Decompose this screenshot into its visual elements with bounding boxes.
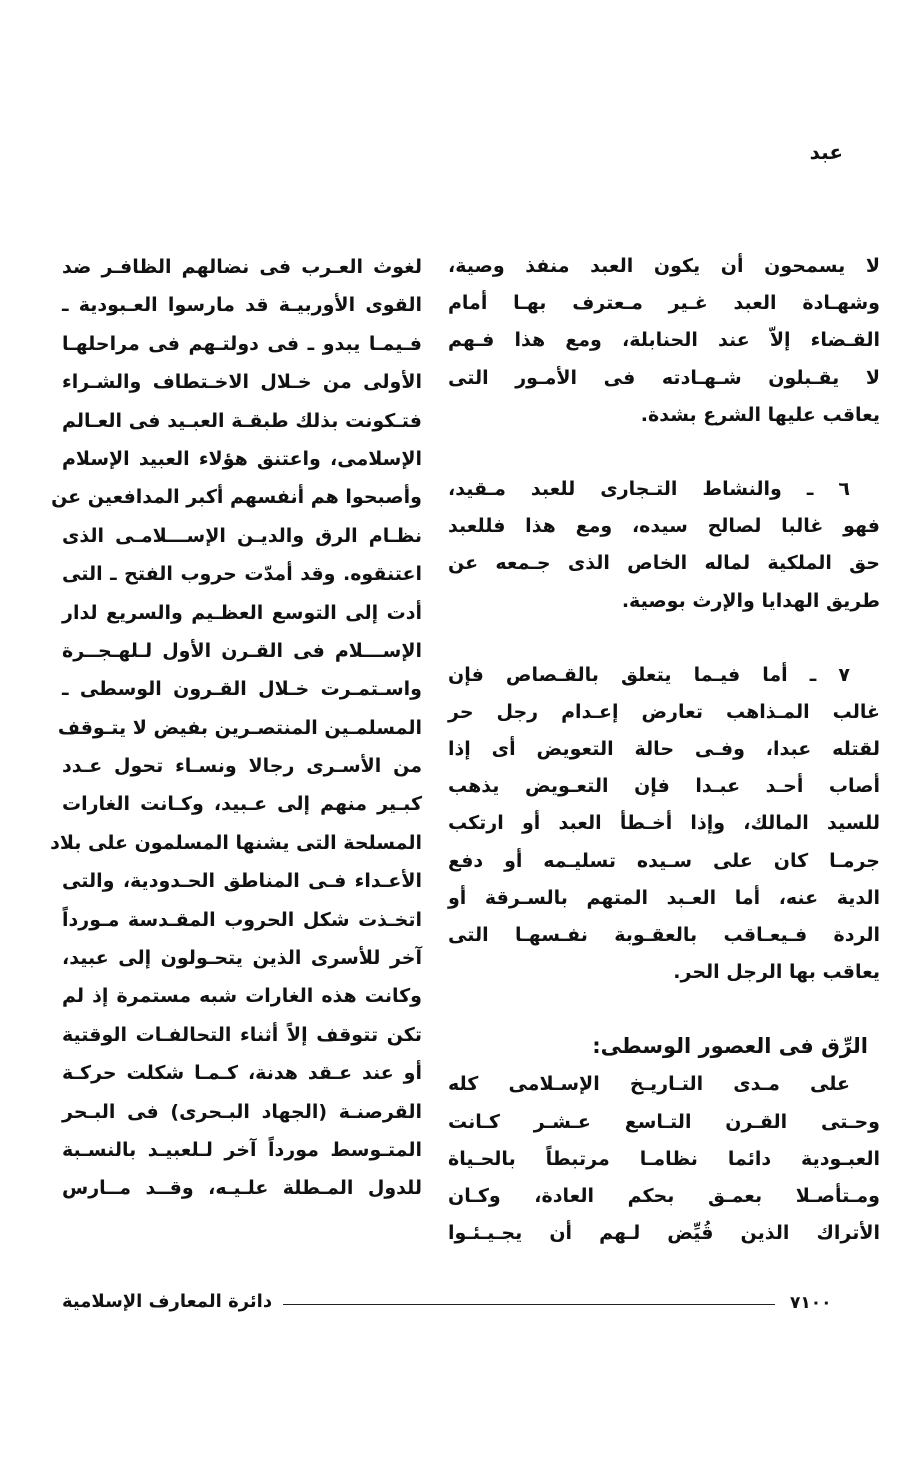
text-line: أدت إلى التوسع العظـيم والسريع لدار (62, 601, 422, 624)
text-line: كبـير منهم إلى عـبيد، وكـانت الغارات (62, 793, 422, 816)
text-line: اتخـذت شكل الحروب المقـدسة مـورداً (62, 908, 422, 931)
paragraph (448, 471, 880, 620)
text-line: حق الملكية لماله الخاص الذى جـمعه عن (448, 552, 880, 575)
text-line: تكن تتوقف إلاً أثناء التحالفـات الوقتية (62, 1023, 422, 1046)
text-line: الأعـداء فـى المناطق الحـدودية، والتى (62, 870, 422, 893)
text-line: وحـتى القـرن التـاسع عـشـر كـانت (448, 1110, 880, 1133)
text-line: أو عند عـقد هدنة، كـمـا شكلت حركـة (62, 1062, 422, 1085)
text-line: للسيد المالك، وإذا أخـطأ العبد أو ارتكب (448, 812, 880, 835)
text-line: ومـتأصـلا بعمـق بحكم العادة، وكـان (448, 1184, 880, 1207)
paragraph (448, 248, 880, 434)
text-line: القـضاء إلاّ عند الحنابلة، ومع هذا فـهم (448, 329, 880, 352)
text-line: غالب المـذاهب تعارض إعـدام رجل حر (448, 700, 880, 723)
text-line: يعاقب بها الرجل الحر. (673, 961, 880, 984)
text-line: المسلمـين المنتصـرين بفيض لا يتـوقف (57, 716, 422, 739)
paragraph (50, 248, 422, 1208)
text-line: للدول المـطلة علـيـه، وقــد مــارس (62, 1177, 422, 1200)
text-line: طريق الهدايا والإرث بوصية. (621, 589, 880, 612)
text-line: المتـوسط مورداً آخر لـلعبيـد بالنسـبة (62, 1138, 422, 1161)
text-line: الأتراك الذين قُيِّض لـهم أن يجـيـئـوا (448, 1222, 880, 1245)
text-line: الأولى من خـلال الاخـتطاف والشـراء (62, 371, 422, 394)
text-line: جرمـا كان على سـيده تسليـمه أو دفع (448, 849, 880, 872)
left-column (50, 248, 422, 1208)
text-line: لغوث العـرب فى نضالهم الظافـر ضد (62, 256, 422, 278)
section-heading: الرِّق فى العصور الوسطى: (592, 1034, 868, 1059)
text-line: أصاب أحـد عبـدا فإن التعـويض يذهب (448, 775, 880, 798)
page-number: ٧١٠٠ (790, 1293, 832, 1313)
text-line: القوى الأوربيـة قد مارسوا العـبودية ـ (62, 294, 422, 317)
text-line: لا يسمحون أن يكون العبد منفذ وصية، (448, 255, 880, 277)
text-line: يعاقب عليها الشرع بشدة. (640, 403, 880, 426)
footer-divider (283, 1304, 775, 1305)
text-line: ٧ ـ أما فيـما يتعلق بالقـصاص فإن (448, 663, 850, 686)
text-line: المسلحة التى يشنها المسلمون على بلاد (50, 831, 422, 854)
text-line: وشهـادة العبد غـير مـعترف بهـا أمام (448, 292, 880, 315)
text-line: العبـودية دائما نظامـا مرتبطاً بالحـياة (448, 1147, 880, 1170)
text-line: لا يقـبلون شـهـادته فى الأمـور التى (448, 366, 880, 389)
paragraph (448, 657, 880, 992)
text-line: الردة فـيعـاقب بالعقـوبة نفـسهـا التى (448, 924, 880, 946)
text-line: فهو غالبا لصالح سيده، ومع هذا فللعبد (448, 515, 880, 538)
paragraph (448, 1066, 880, 1252)
text-line: ٦ ـ والنشاط التـجارى للعبد مـقيد، (448, 477, 850, 500)
text-line: على مـدى التـاريـخ الإسـلامى كله (448, 1073, 850, 1096)
text-line: القرصنـة (الجهاد البـحرى) فى البـحر (62, 1100, 422, 1123)
text-line: وأصبحوا هم أنفسهم أكبر المدافعين عن (51, 486, 422, 509)
text-line: الإسلامى، واعتنق هؤلاء العبيد الإسلام (62, 447, 422, 470)
text-line: آخر للأسرى الذين يتحـولون إلى عبيد، (62, 947, 422, 970)
text-line: اعتنقوه. وقد أمدّت حروب الفتح ـ التى (62, 563, 422, 586)
text-line: فـيمـا يبدو ـ فى دولتـهم فى مراحلهـا (62, 332, 422, 355)
text-line: الإســـلام فى القـرن الأول لـلهـجــرة (62, 639, 422, 662)
running-head: عبد (809, 140, 843, 164)
text-line: من الأسـرى رجالا ونسـاء تحول عـدد (62, 755, 422, 778)
text-line: الدية عنه، أما العـبد المتهم بالسـرقة أو (448, 886, 880, 909)
text-line: فتـكونت بذلك طبقـة العبـيد فى العـالم (62, 409, 422, 432)
right-column (448, 248, 880, 1252)
text-line: واسـتمـرت خـلال القـرون الوسطى ـ (62, 678, 422, 701)
text-line: وكانت هذه الغارات شبه مستمرة إذ لم (62, 985, 422, 1008)
text-line: لقتله عبدا، وفـى حالة التعويض أى إذا (448, 738, 880, 761)
text-line: نظـام الرق والديـن الإســـلامـى الذى (62, 524, 422, 547)
publication-title: دائرة المعارف الإسلامية (62, 1291, 273, 1312)
